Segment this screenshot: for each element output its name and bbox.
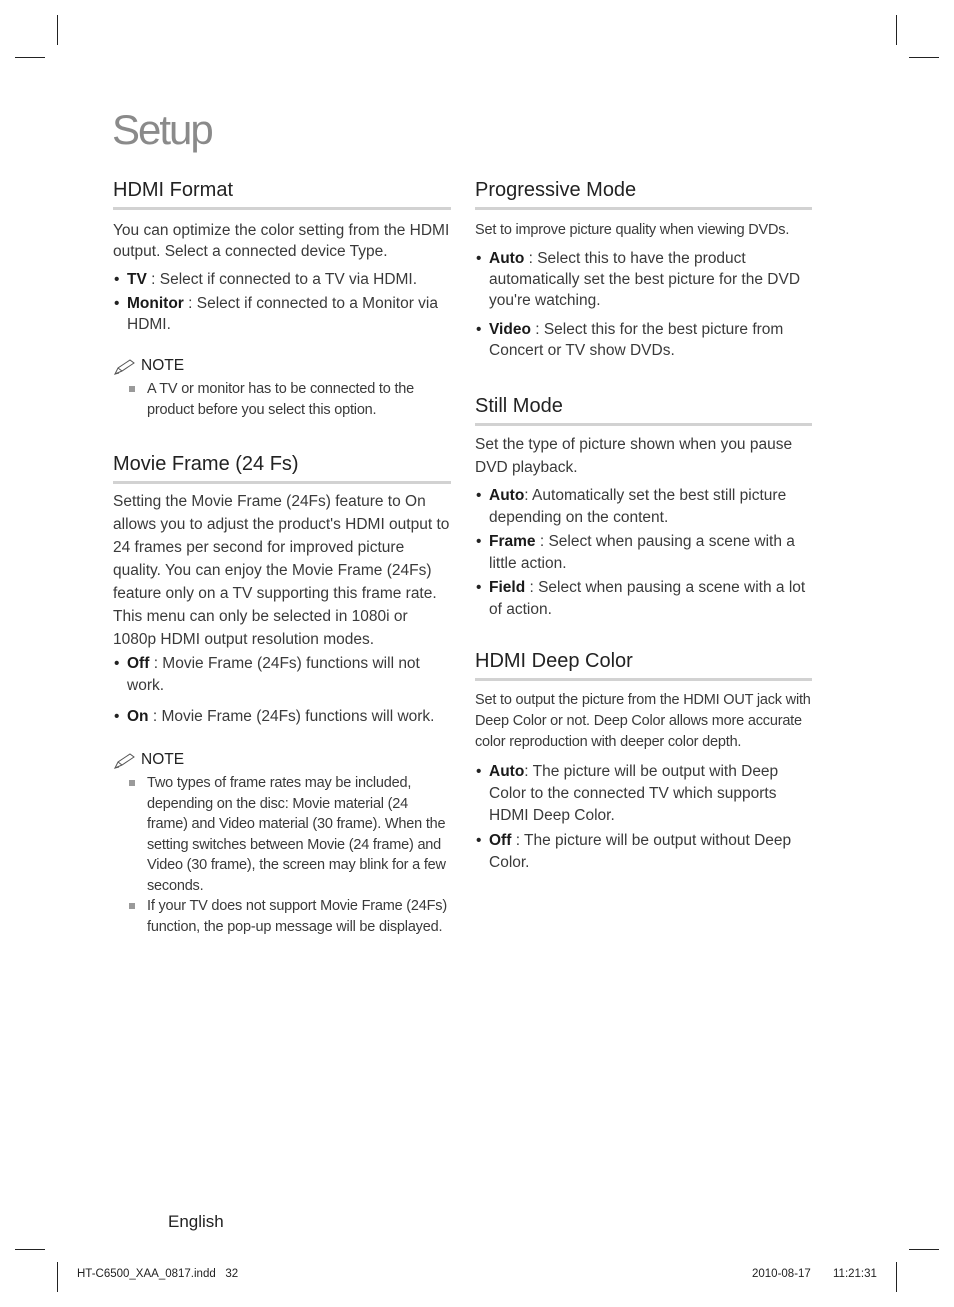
crop-mark xyxy=(896,15,897,45)
option-list xyxy=(113,269,451,335)
hdmi-deep-color-section xyxy=(475,647,812,874)
slug-time: 11:21:31 xyxy=(833,1268,877,1280)
section-intro: Setting the Movie Frame (24Fs) feature to On allows you to adjust the product's HDMI output to 24 frames per second for improved picture quality. You can enjoy the Movie Frame (24Fs) feature only on a TV supporting this frame rate. This menu can only be selected in 1080i or 1080p HDMI output resolution modes. xyxy=(113,493,450,648)
section-heading: Progressive Mode xyxy=(475,176,812,210)
note-list xyxy=(113,773,451,937)
crop-mark xyxy=(15,1249,45,1250)
list-item: • Video : Select this for the best picture from Concert or TV show DVDs. xyxy=(476,321,784,359)
right-column xyxy=(475,176,812,874)
section-heading: Still Mode xyxy=(475,392,812,426)
still-mode-section xyxy=(475,392,812,621)
crop-mark xyxy=(896,1262,897,1292)
crop-mark xyxy=(909,57,939,58)
progressive-mode-section xyxy=(475,176,812,361)
note-item: Two types of frame rates may be included, depending on the disc: Movie material (24 frame) and Video material (30 frame). When the setting switches between Movie (24 frame) and Video (30 frame), the screen may blink for a few seconds. xyxy=(113,773,451,896)
list-item: • Monitor : Select if connected to a Monitor via HDMI. xyxy=(114,295,438,333)
list-item: • Auto : Select this to have the product automatically set the best picture for the DVD you're watching. xyxy=(476,250,801,309)
pencil-icon xyxy=(113,752,137,770)
list-item: • Auto: Automatically set the best still picture depending on the content. xyxy=(476,487,787,526)
list-item: • Field : Select when pausing a scene with a lot of action. xyxy=(476,579,806,618)
option-list xyxy=(113,653,451,728)
pencil-icon xyxy=(113,358,137,376)
note-item: If your TV does not support Movie Frame (24Fs) function, the pop-up message will be displayed. xyxy=(113,896,451,937)
list-item: • Frame : Select when pausing a scene with a little action. xyxy=(476,533,795,572)
page-title: Setup xyxy=(112,106,212,153)
section-intro: Set to output the picture from the HDMI OUT jack with Deep Color or not. Deep Color allows more accurate color reproduction with deeper color depth. xyxy=(475,692,811,750)
hdmi-format-section xyxy=(113,176,451,420)
note-heading: NOTE xyxy=(113,750,451,770)
list-item: • Off : Movie Frame (24Fs) functions will not work. xyxy=(114,655,420,694)
slug-file: HT-C6500_XAA_0817.indd 32 xyxy=(77,1268,239,1280)
section-heading: Movie Frame (24 Fs) xyxy=(113,450,451,484)
note-list xyxy=(113,379,451,420)
list-item: • Auto: The picture will be output with Deep Color to the connected TV which supports HDMI Deep Color. xyxy=(476,763,779,824)
list-item: • TV : Select if connected to a TV via HDMI. xyxy=(114,271,418,288)
section-intro: Set to improve picture quality when viewing DVDs. xyxy=(475,222,790,238)
crop-mark xyxy=(57,15,58,45)
note-item: A TV or monitor has to be connected to the product before you select this option. xyxy=(113,379,451,420)
section-intro: You can optimize the color setting from the HDMI output. Select a connected device Type. xyxy=(113,222,450,260)
section-intro: Set the type of picture shown when you pause DVD playback. xyxy=(475,436,793,476)
list-item: • Off : The picture will be output without Deep Color. xyxy=(476,832,792,871)
left-column xyxy=(113,176,451,937)
option-list xyxy=(475,248,812,361)
option-list xyxy=(475,485,812,621)
footer-language: English xyxy=(168,1212,224,1231)
crop-mark xyxy=(15,57,45,58)
slug-date: 2010-08-17 xyxy=(752,1268,811,1280)
movie-frame-section xyxy=(113,450,451,937)
section-heading: HDMI Format xyxy=(113,176,451,210)
section-heading: HDMI Deep Color xyxy=(475,647,812,681)
list-item: • On : Movie Frame (24Fs) functions will work. xyxy=(114,708,435,725)
crop-mark xyxy=(57,1262,58,1292)
option-list xyxy=(475,761,812,874)
note-heading: NOTE xyxy=(113,356,451,376)
crop-mark xyxy=(909,1249,939,1250)
